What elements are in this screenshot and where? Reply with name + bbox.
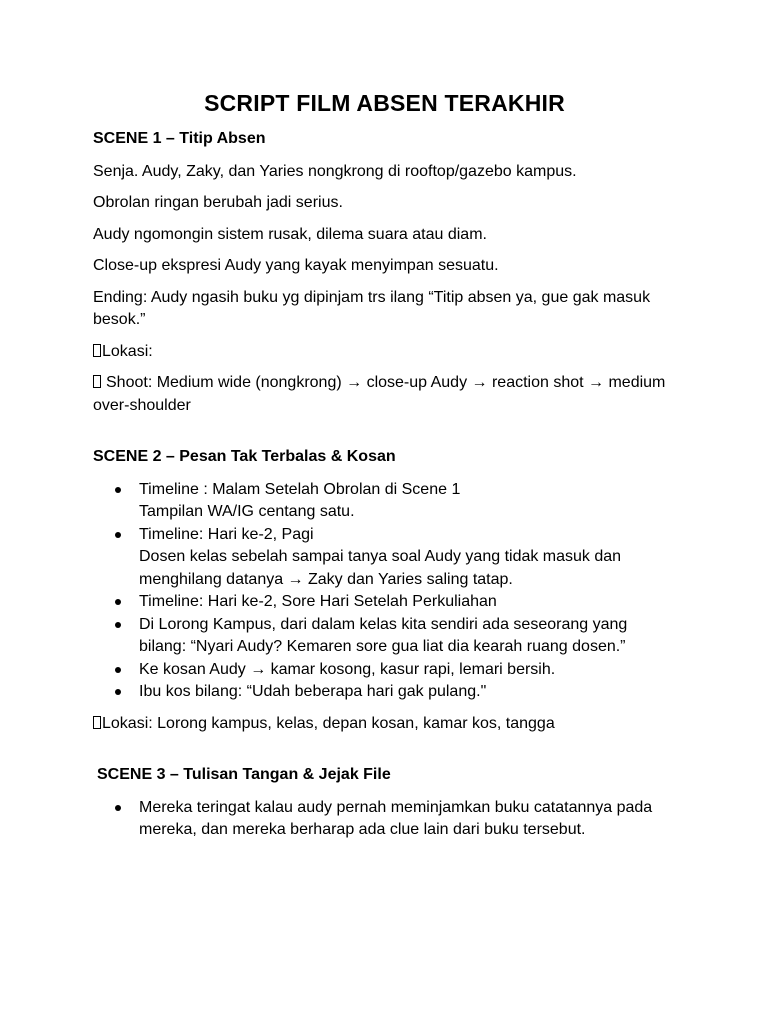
scene1-paragraph: Ending: Audy ngasih buku yg dipinjam trs ilang “Titip absen ya, gue gak masuk besok.” bbox=[93, 288, 651, 328]
scene2-location-text: Lokasi: Lorong kampus, kelas, depan kosan, kamar kos, tangga bbox=[102, 714, 555, 732]
document-title: SCRIPT FILM ABSEN TERAKHIR bbox=[204, 90, 565, 116]
list-item-text: Ke kosan Audy → kamar kosong, kasur rapi, lemari bersih. bbox=[139, 660, 556, 678]
list-item bbox=[93, 591, 676, 614]
scene1-location-text: Lokasi: bbox=[102, 342, 153, 360]
list-item-text: Timeline: Hari ke-2, Sore Hari Setelah Perkuliahan bbox=[139, 593, 497, 610]
scene1-paragraph: Close-up ekspresi Audy yang kayak menyimpan sesuatu. bbox=[93, 257, 499, 274]
list-item bbox=[93, 524, 676, 592]
list-item-text: Mereka teringat kalau audy pernah meminjamkan buku catatannya pada mereka, dan mereka berharap ada clue lain dari buku tersebut. bbox=[139, 798, 653, 838]
list-item-text: Timeline : Malam Setelah Obrolan di Scene 1 bbox=[139, 480, 461, 498]
list-item-text: Di Lorong Kampus, dari dalam kelas kita sendiri ada seseorang yang bilang: “Nyari Audy? Kemaren sore gua liat dia kearah ruang dosen.” bbox=[139, 615, 628, 655]
list-item bbox=[93, 681, 676, 704]
scene3-list bbox=[93, 797, 676, 842]
missing-glyph-icon bbox=[93, 375, 101, 388]
list-item-text: Timeline: Hari ke-2, Pagi bbox=[139, 525, 314, 543]
list-item bbox=[93, 479, 676, 524]
scene1-location bbox=[93, 341, 676, 364]
list-item-subtext: Dosen kelas sebelah sampai tanya soal Audy yang tidak masuk dan menghilang datanya → Zaky dan Yaries saling tatap. bbox=[139, 548, 622, 588]
scene1-paragraph: Obrolan ringan berubah jadi serius. bbox=[93, 194, 343, 211]
scene2-location bbox=[93, 713, 676, 736]
list-item bbox=[93, 614, 676, 659]
list-item-subtext: Tampilan WA/IG centang satu. bbox=[139, 503, 355, 520]
list-item bbox=[93, 659, 676, 682]
scene1-paragraph: Audy ngomongin sistem rusak, dilema suara atau diam. bbox=[93, 225, 487, 243]
scene1-shoot bbox=[93, 372, 676, 417]
scene1-shoot-text: Shoot: Medium wide (nongkrong) → close-up Audy → reaction shot → medium over-shoulder bbox=[93, 374, 666, 414]
scene3-heading: SCENE 3 – Tulisan Tangan & Jejak File bbox=[97, 766, 391, 783]
scene2-list bbox=[93, 479, 676, 704]
scene1-paragraph: Senja. Audy, Zaky, dan Yaries nongkrong di rooftop/gazebo kampus. bbox=[93, 162, 577, 180]
missing-glyph-icon bbox=[93, 344, 101, 357]
scene2-heading: SCENE 2 – Pesan Tak Terbalas & Kosan bbox=[93, 448, 396, 465]
list-item-text: Ibu kos bilang: “Udah beberapa hari gak pulang." bbox=[139, 683, 487, 700]
list-item bbox=[93, 797, 676, 842]
scene1-heading: SCENE 1 – Titip Absen bbox=[93, 130, 266, 147]
missing-glyph-icon bbox=[93, 716, 101, 729]
